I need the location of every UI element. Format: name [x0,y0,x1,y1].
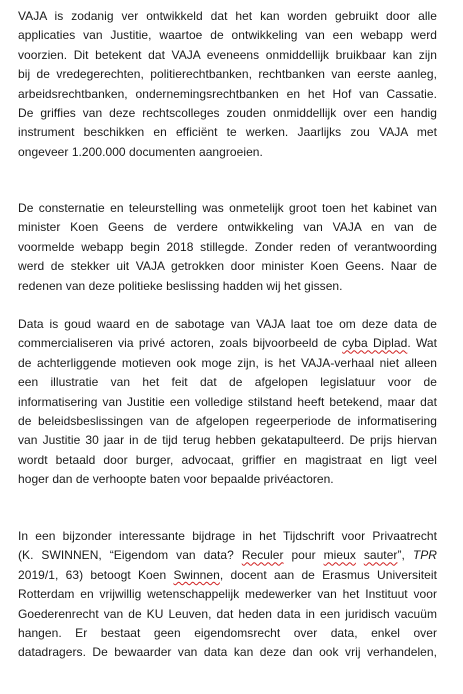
text-line: wordt betaald door burger, advocaat, griffier en magistraat en ligt veel [18,452,437,467]
text-line: instrument beschikken en efficiënt te werken. Jaarlijks zou VAJA met [18,125,437,140]
text-line: Goederenrecht van de KU Leuven, dat heden data in een juridisch vacuüm [18,606,437,621]
text-line: de achterliggende motieven ook moge zijn, is het VAJA-verhaal niet alleen [18,355,437,370]
text-line: minister Koen Geens de verdere ontwikkeling van VAJA en van de [18,220,437,235]
text-line: werd de stekker uit VAJA getrokken door minister Koen Geens. Naar de [18,259,437,274]
text-fragment: , docent aan de Erasmus Universiteit [219,567,438,582]
text-fragment: pour [283,548,324,563]
text-line: Data is goud waard en de sabotage van VAJA laat toe om deze data de [18,317,437,331]
text-line [18,546,437,565]
text-line: VAJA is zodanig ver ontwikkeld dat het kan worden gebruikt door alle [18,9,437,23]
text-line: De griffies van deze rechtscolleges zouden onmiddellijk over een handig [18,105,437,120]
text-line: informatisering van Justitie een volledige stilstand heeft betekend, maar dat [18,394,437,409]
text-line: ongeveer 1.200.000 documenten aangroeien. [18,144,263,159]
spellcheck-flagged-word[interactable]: Reculer [241,548,284,563]
text-line: applicaties van Justitie, waartoe de ontwikkeling van een webapp werd [18,28,437,43]
paragraph-consternation [18,199,437,296]
text-line: de beleidsbeslissingen van de afgelopen regeerperiode de informatisering [18,413,437,428]
text-fragment: commercialiseren via privé actoren, zoals bijvoorbeeld de [18,336,343,351]
spellcheck-flagged-word[interactable]: mieux [323,548,356,563]
text-line: voormelde webapp begin 2018 stillegde. Zonder reden of verantwoording [18,239,437,254]
text-fragment: ”, [397,548,413,563]
text-line [18,566,437,585]
text-line: een illustratie van het feit dat de afgelopen legislatuur voor de [18,375,437,390]
text-fragment: . Wat [407,336,437,351]
text-line: De consternatie en teleurstelling was onmetelijk groot toen het kabinet van [18,201,437,215]
text-fragment: (K. SWINNEN, “Eigendom van data? [18,548,242,563]
paragraph-data-is-gold [18,315,437,490]
text-line: Rotterdam en vrijwillig wetenschappelijk medewerker van het Instituut voor [18,587,437,602]
text-line: arbeidsrechtbanken, ondernemingsrechtbanken en het Hof van Cassatie. [18,86,437,101]
text-line: In een bijzonder interessante bijdrage in het Tijdschrift voor Privaatrecht [18,529,437,543]
journal-abbreviation: TPR [412,548,437,563]
text-fragment: 2019/1, 63) betoogt Koen [18,567,174,582]
text-line: van Justitie 30 jaar in de tijd terug hebben gekatapulteerd. De prijs hiervan [18,433,437,448]
text-line: datadragers. De bewaarder van data kan deze dan ook vrij verhandelen, [18,645,437,660]
text-line: redenen van deze politieke beslissing hadden wij het gissen. [18,278,343,293]
text-line: voorzien. Dit betekent dat VAJA eveneens onmiddellijk bruikbaar kan zijn [18,47,437,62]
text-line: bij de vredegerechten, politierechtbanken, rechtbanken van eerste aanleg, [18,67,437,82]
spellcheck-flagged-word[interactable]: sauter [363,548,398,563]
text-line: hoger dan de verhoopte baten voor bepaalde privéactoren. [18,472,334,487]
spellcheck-flagged-word[interactable]: cyba Diplad [342,336,408,351]
paragraph-tpr-article [18,527,437,663]
text-line: hangen. Er bestaat geen eigendomsrecht over data, enkel over [18,625,437,640]
spellcheck-flagged-word[interactable]: Swinnen [173,567,220,582]
text-fragment [356,548,364,562]
paragraph-vaja-development [18,7,437,162]
text-line [18,334,437,353]
